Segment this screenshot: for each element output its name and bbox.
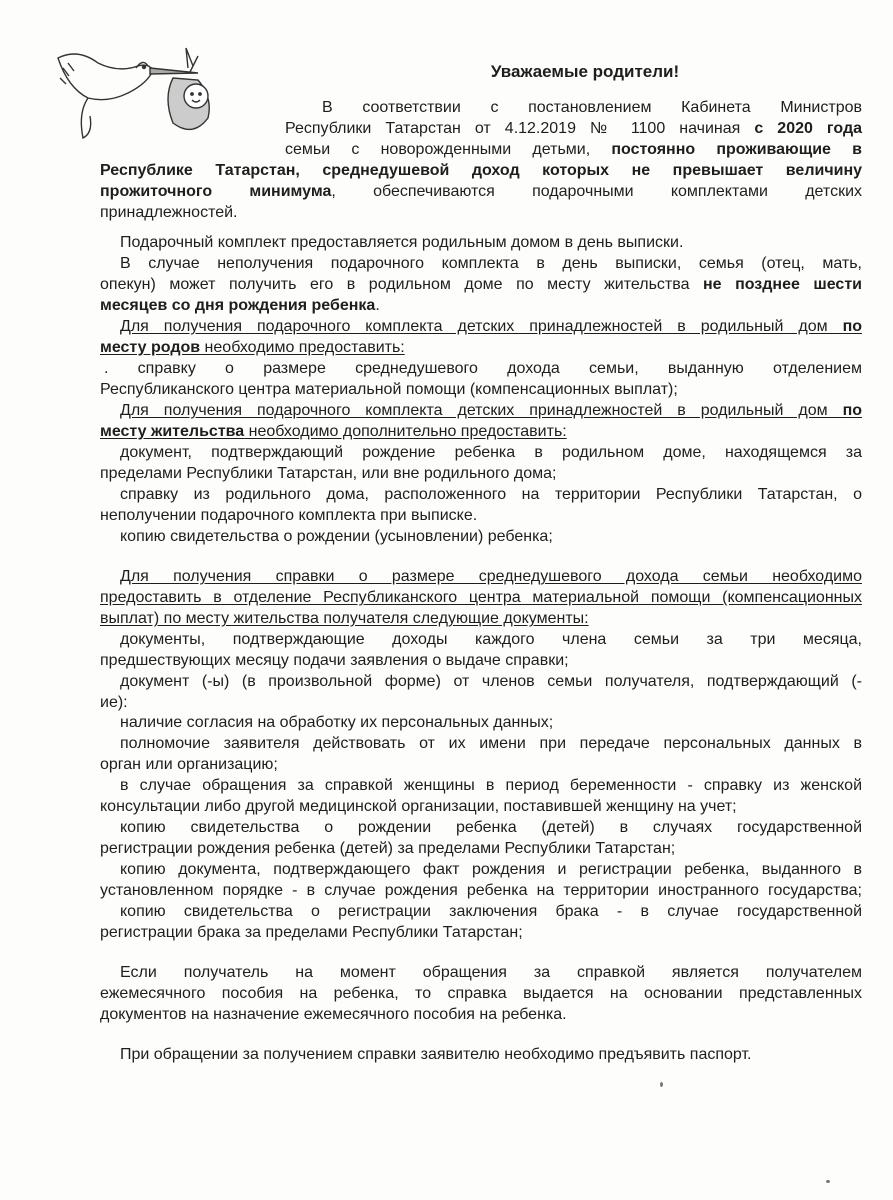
text-line [100, 161, 862, 181]
text-line [100, 797, 737, 817]
text-line [120, 713, 553, 733]
text-line [100, 203, 238, 223]
text-segment: . [375, 297, 380, 314]
text-line [100, 881, 862, 901]
text-segment: предшествующих месяцу подачи заявления о выдаче справки; [100, 652, 569, 669]
bold-text: не позднее шести [703, 276, 862, 293]
text-segment: Подарочный комплект предоставляется родильным домом в день выписки. [120, 234, 684, 251]
text-line [100, 275, 862, 295]
text-segment: копию свидетельства о рождении (усыновлении) ребенка; [120, 528, 553, 545]
text-segment: установленном порядке - в случае рождения ребенка на территории иностранного государства; [100, 882, 862, 899]
text-segment: справку из родильного дома, расположенного на территории Республики Татарстан, о [120, 486, 862, 503]
text-segment: выплат) по месту жительства получателя следующие документы: [100, 610, 589, 627]
text-line [100, 651, 569, 671]
text-line [120, 902, 862, 922]
text-segment: документ, подтверждающий рождение ребенка в родильном доме, находящемся за [120, 444, 862, 461]
bold-text: по [842, 318, 862, 335]
text-segment: В случае неполучения подарочного комплекта в день выписки, семья (отец, мать, [120, 255, 862, 272]
text-segment: Республики Татарстан от 4.12.2019 № 1100 начиная [285, 120, 755, 137]
text-line [120, 527, 553, 547]
text-line [100, 609, 589, 629]
text-line [120, 401, 862, 421]
text-line [100, 693, 128, 713]
text-segment: орган или организацию; [100, 756, 278, 773]
text-segment: в случае обращения за справкой женщины в период беременности - справку из женской [120, 777, 862, 794]
text-line [285, 140, 862, 160]
text-line [120, 818, 862, 838]
text-segment: принадлежностей. [100, 204, 238, 221]
text-segment: . справку о размере среднедушевого дохода семьи, выданную отделением [104, 360, 862, 377]
text-line [120, 317, 862, 337]
scan-speck [660, 1082, 663, 1087]
text-segment: В соответствии с постановлением Кабинета Министров [322, 99, 862, 116]
text-line [120, 860, 862, 880]
text-line [285, 119, 862, 139]
text-segment: копию свидетельства о регистрации заключения брака - в случае государственной [120, 903, 862, 920]
bold-text: месту жительства [100, 423, 245, 440]
text-segment: копию документа, подтверждающего факт рождения и регистрации ребенка, выданного в [120, 861, 862, 878]
text-segment: пределами Республики Татарстан, или вне родильного дома; [100, 465, 557, 482]
text-line [100, 182, 862, 202]
text-segment: регистрации рождения ребенка (детей) за пределами Республики Татарстан; [100, 840, 676, 857]
text-segment: полномочие заявителя действовать от их имени при передаче персональных данных в [120, 735, 862, 752]
text-segment: предоставить в отделение Республиканского центра материальной помощи (компенсационных [100, 589, 862, 606]
bold-text: месяцев со дня рождения ребенка [100, 297, 376, 314]
text-line [120, 254, 862, 274]
text-line [120, 567, 862, 587]
text-line [120, 776, 862, 796]
text-line [100, 296, 380, 316]
scan-speck [826, 1180, 830, 1183]
text-line [100, 984, 862, 1004]
text-segment: Для получения подарочного комплекта детских принадлежностей в родильный дом [120, 402, 843, 419]
text-segment: , обеспечиваются подарочными комплектами детских [331, 183, 862, 200]
text-segment: ежемесячного пособия на ребенка, то справка выдается на основании представленных [100, 985, 862, 1002]
text-segment: регистрации брака за пределами Республики Татарстан; [100, 924, 523, 941]
text-line [120, 630, 862, 650]
page-title: Уважаемые родители! [490, 62, 680, 81]
text-line [100, 588, 862, 608]
text-line [120, 672, 862, 692]
text-line [100, 755, 278, 775]
text-line [100, 380, 678, 400]
bold-text: Республике Татарстан, среднедушевой доход которых не превышает величину [100, 162, 862, 179]
text-segment: копию свидетельства о рождении ребенка (детей) в случаях государственной [120, 819, 862, 836]
text-segment: консультации либо другой медицинской организации, поставившей женщину на учет; [100, 798, 737, 815]
text-segment: семьи с новорожденными детьми, [285, 141, 612, 158]
text-segment: Для получения справки о размере среднедушевого дохода семьи необходимо [120, 568, 862, 585]
bold-text: постоянно проживающие в [611, 141, 862, 158]
bold-text: прожиточного минимума [100, 183, 332, 200]
bold-text: месту родов [100, 339, 201, 356]
text-segment: необходимо предоставить: [200, 339, 405, 356]
stork-illustration [48, 38, 218, 153]
text-line [104, 359, 862, 379]
text-line [120, 1045, 751, 1065]
text-segment: документы, подтверждающие доходы каждого члена семьи за три месяца, [120, 631, 862, 648]
text-line [100, 338, 405, 358]
bold-text: по [842, 402, 862, 419]
text-segment: необходимо дополнительно предоставить: [244, 423, 567, 440]
text-segment: документов на назначение ежемесячного пособия на ребенка. [100, 1006, 567, 1023]
text-segment: При обращении за получением справки заявителю необходимо предъявить паспорт. [120, 1046, 752, 1063]
text-line [100, 1005, 567, 1025]
text-segment: Если получатель на момент обращения за справкой является получателем [120, 964, 862, 981]
bold-text: с 2020 года [754, 120, 863, 137]
text-line [100, 923, 523, 943]
text-line [120, 443, 862, 463]
text-segment: неполучении подарочного комплекта при выписке. [100, 507, 478, 524]
text-line [120, 485, 862, 505]
text-segment: опекун) может получить его в родильном доме по месту жительства [100, 276, 703, 293]
text-segment: Республиканского центра материальной помощи (компенсационных выплат); [100, 381, 678, 398]
text-line [120, 233, 683, 253]
text-line [100, 839, 675, 859]
text-line [100, 464, 556, 484]
text-line [100, 422, 567, 442]
text-line [322, 98, 862, 118]
text-segment: Для получения подарочного комплекта детских принадлежностей в родильный дом [120, 318, 843, 335]
text-segment: документ (-ы) (в произвольной форме) от членов семьи получателя, подтверждающий (- [120, 673, 862, 690]
text-line [120, 734, 862, 754]
text-segment: ие): [100, 694, 128, 711]
text-segment: наличие согласия на обработку их персональных данных; [120, 714, 554, 731]
text-line [120, 963, 862, 983]
text-line [100, 506, 477, 526]
